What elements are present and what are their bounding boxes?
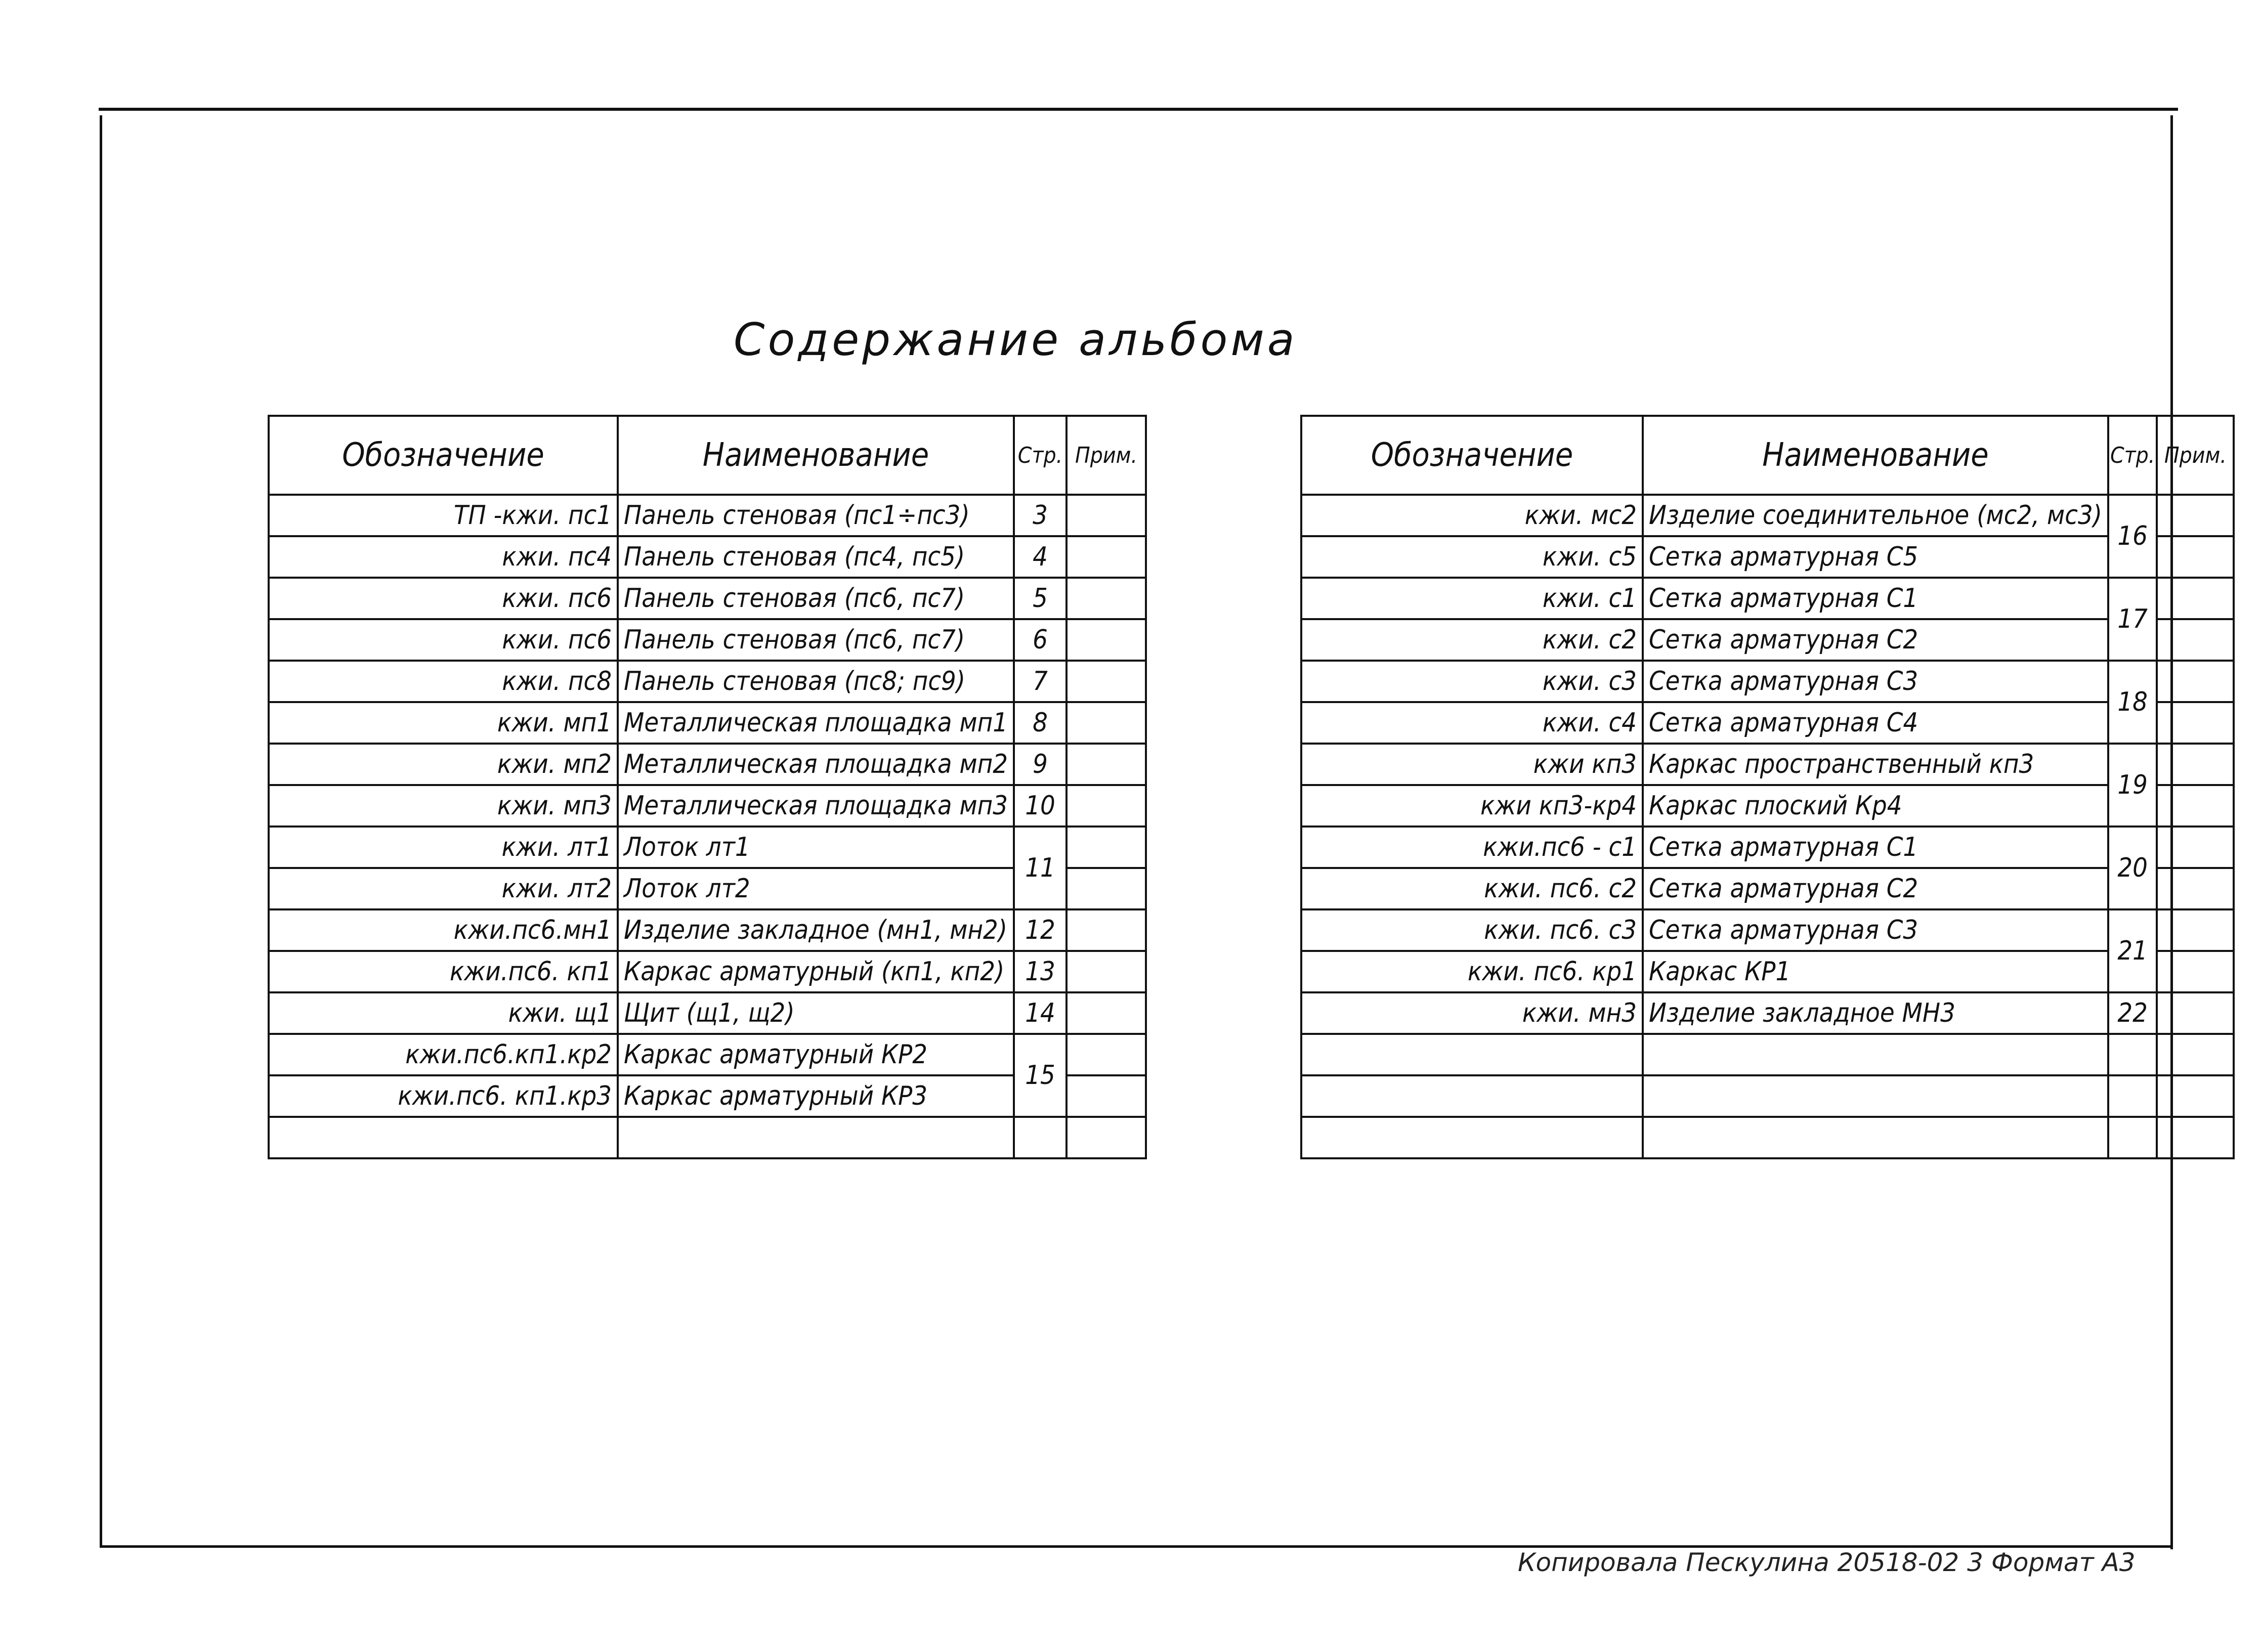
note-cell bbox=[1066, 951, 1146, 992]
table-row bbox=[1301, 909, 2234, 951]
name-cell: Изделие соединительное (мс2, мс3) bbox=[1643, 495, 2108, 536]
table-row bbox=[1301, 827, 2234, 868]
note-cell bbox=[2157, 1034, 2234, 1075]
page-cell: 22 bbox=[2108, 992, 2157, 1034]
designation-cell: кжи. мн3 bbox=[1301, 992, 1643, 1034]
note-cell bbox=[2157, 909, 2234, 951]
name-cell: Каркас арматурный КР2 bbox=[618, 1034, 1014, 1075]
designation-cell: кжи. лт2 bbox=[269, 868, 618, 909]
name-cell: Каркас арматурный (кп1, кп2) bbox=[618, 951, 1014, 992]
table-row bbox=[1301, 578, 2234, 619]
name-cell: Щит (щ1, щ2) bbox=[618, 992, 1014, 1034]
table-row bbox=[269, 785, 1146, 827]
designation-cell: кжи. с2 bbox=[1301, 619, 1643, 661]
right-rows bbox=[1301, 495, 2234, 1158]
designation-cell: кжи. пс4 bbox=[269, 536, 618, 578]
page-cell: 15 bbox=[1014, 1034, 1066, 1117]
page-cell: 17 bbox=[2108, 578, 2157, 661]
designation-cell bbox=[1301, 1075, 1643, 1117]
note-cell bbox=[1066, 1034, 1146, 1075]
name-cell: Изделие закладное (мн1, мн2) bbox=[618, 909, 1014, 951]
note-cell bbox=[1066, 785, 1146, 827]
page-cell bbox=[1014, 1117, 1066, 1158]
page-cell: 21 bbox=[2108, 909, 2157, 992]
designation-cell bbox=[1301, 1034, 1643, 1075]
name-cell bbox=[1643, 1034, 2108, 1075]
designation-cell: кжи. с5 bbox=[1301, 536, 1643, 578]
page-cell: 5 bbox=[1014, 578, 1066, 619]
album-title: Содержание альбома bbox=[734, 314, 1298, 366]
designation-cell bbox=[1301, 1117, 1643, 1158]
table-row bbox=[1301, 1075, 2234, 1117]
name-cell: Каркас КР1 bbox=[1643, 951, 2108, 992]
page-cell: 13 bbox=[1014, 951, 1066, 992]
page-cell: 18 bbox=[2108, 661, 2157, 744]
note-cell bbox=[2157, 868, 2234, 909]
table-row bbox=[1301, 702, 2234, 744]
note-cell bbox=[2157, 992, 2234, 1034]
designation-cell: кжи. с4 bbox=[1301, 702, 1643, 744]
note-cell bbox=[1066, 619, 1146, 661]
page-cell: 10 bbox=[1014, 785, 1066, 827]
designation-cell: кжи.пс6. кп1.кр3 bbox=[269, 1075, 618, 1117]
note-cell bbox=[1066, 868, 1146, 909]
name-cell bbox=[618, 1117, 1014, 1158]
left-header-row bbox=[269, 416, 1146, 495]
page-cell bbox=[2108, 1117, 2157, 1158]
table-row bbox=[269, 495, 1146, 536]
designation-cell: кжи кп3-кр4 bbox=[1301, 785, 1643, 827]
note-cell bbox=[2157, 1117, 2234, 1158]
header-page: Стр. bbox=[1014, 416, 1066, 495]
designation-cell: кжи. пс6 bbox=[269, 619, 618, 661]
page-cell: 12 bbox=[1014, 909, 1066, 951]
designation-cell: кжи кп3 bbox=[1301, 744, 1643, 785]
note-cell bbox=[2157, 951, 2234, 992]
note-cell bbox=[1066, 661, 1146, 702]
table-row bbox=[1301, 951, 2234, 992]
note-cell bbox=[2157, 827, 2234, 868]
table-row bbox=[269, 992, 1146, 1034]
designation-cell bbox=[269, 1117, 618, 1158]
note-cell bbox=[1066, 1075, 1146, 1117]
name-cell: Лоток лт2 bbox=[618, 868, 1014, 909]
table-row bbox=[1301, 744, 2234, 785]
name-cell: Сетка арматурная С2 bbox=[1643, 868, 2108, 909]
table-row bbox=[1301, 661, 2234, 702]
note-cell bbox=[2157, 495, 2234, 536]
page-cell: 14 bbox=[1014, 992, 1066, 1034]
designation-cell: ТП -кжи. пс1 bbox=[269, 495, 618, 536]
page-cell: 4 bbox=[1014, 536, 1066, 578]
page-cell: 9 bbox=[1014, 744, 1066, 785]
designation-cell: кжи.пс6.кп1.кр2 bbox=[269, 1034, 618, 1075]
note-cell bbox=[2157, 578, 2234, 619]
designation-cell: кжи. пс8 bbox=[269, 661, 618, 702]
note-cell bbox=[1066, 827, 1146, 868]
name-cell: Сетка арматурная С5 bbox=[1643, 536, 2108, 578]
name-cell: Металлическая площадка мп1 bbox=[618, 702, 1014, 744]
note-cell bbox=[1066, 992, 1146, 1034]
designation-cell: кжи.пс6.мн1 bbox=[269, 909, 618, 951]
table-row bbox=[269, 702, 1146, 744]
page-cell: 11 bbox=[1014, 827, 1066, 909]
page-cell bbox=[2108, 1034, 2157, 1075]
table-row bbox=[1301, 1117, 2234, 1158]
name-cell: Сетка арматурная С2 bbox=[1643, 619, 2108, 661]
table-row bbox=[1301, 785, 2234, 827]
designation-cell: кжи. пс6. с3 bbox=[1301, 909, 1643, 951]
page-cell: 8 bbox=[1014, 702, 1066, 744]
note-cell bbox=[1066, 909, 1146, 951]
designation-cell: кжи. пс6. кр1 bbox=[1301, 951, 1643, 992]
note-cell bbox=[1066, 702, 1146, 744]
note-cell bbox=[2157, 619, 2234, 661]
left-rows bbox=[269, 495, 1146, 1158]
page-cell: 7 bbox=[1014, 661, 1066, 702]
note-cell bbox=[2157, 702, 2234, 744]
table-row bbox=[1301, 619, 2234, 661]
name-cell: Металлическая площадка мп2 bbox=[618, 744, 1014, 785]
table-row bbox=[269, 661, 1146, 702]
name-cell: Панель стеновая (пс1÷пс3) bbox=[618, 495, 1014, 536]
copy-stamp: Копировала Пескулина 20518-02 3 Формат А3 bbox=[1518, 1548, 2136, 1577]
designation-cell: кжи. лт1 bbox=[269, 827, 618, 868]
designation-cell: кжи. мп3 bbox=[269, 785, 618, 827]
name-cell: Панель стеновая (пс8; пс9) bbox=[618, 661, 1014, 702]
note-cell bbox=[1066, 495, 1146, 536]
name-cell: Лоток лт1 bbox=[618, 827, 1014, 868]
note-cell bbox=[1066, 744, 1146, 785]
table-row bbox=[269, 619, 1146, 661]
name-cell: Сетка арматурная С4 bbox=[1643, 702, 2108, 744]
note-cell bbox=[2157, 785, 2234, 827]
table-row bbox=[269, 951, 1146, 992]
table-row bbox=[1301, 868, 2234, 909]
right-header-row bbox=[1301, 416, 2234, 495]
page-cell: 19 bbox=[2108, 744, 2157, 827]
designation-cell: кжи. мс2 bbox=[1301, 495, 1643, 536]
name-cell: Сетка арматурная С1 bbox=[1643, 578, 2108, 619]
designation-cell: кжи. с3 bbox=[1301, 661, 1643, 702]
right-contents-table bbox=[1300, 415, 2235, 1159]
note-cell bbox=[2157, 536, 2234, 578]
table-row bbox=[269, 1117, 1146, 1158]
table-row bbox=[269, 536, 1146, 578]
header-name: Наименование bbox=[618, 416, 1014, 495]
name-cell: Каркас плоский Кр4 bbox=[1643, 785, 2108, 827]
header-note: Прим. bbox=[1066, 416, 1146, 495]
note-cell bbox=[1066, 536, 1146, 578]
designation-cell: кжи. с1 bbox=[1301, 578, 1643, 619]
designation-cell: кжи.пс6. кп1 bbox=[269, 951, 618, 992]
header-name: Наименование bbox=[1643, 416, 2108, 495]
header-page: Стр. bbox=[2108, 416, 2157, 495]
table-row bbox=[1301, 992, 2234, 1034]
name-cell: Сетка арматурная С3 bbox=[1643, 909, 2108, 951]
note-cell bbox=[1066, 578, 1146, 619]
page-cell: 6 bbox=[1014, 619, 1066, 661]
note-cell bbox=[2157, 744, 2234, 785]
drawing-frame-top bbox=[99, 108, 2178, 111]
table-row bbox=[1301, 1034, 2234, 1075]
left-contents-table bbox=[268, 415, 1147, 1159]
designation-cell: кжи.пс6 - с1 bbox=[1301, 827, 1643, 868]
table-row bbox=[269, 744, 1146, 785]
name-cell bbox=[1643, 1117, 2108, 1158]
designation-cell: кжи. пс6. с2 bbox=[1301, 868, 1643, 909]
name-cell bbox=[1643, 1075, 2108, 1117]
note-cell bbox=[1066, 1117, 1146, 1158]
designation-cell: кжи. щ1 bbox=[269, 992, 618, 1034]
name-cell: Каркас арматурный КР3 bbox=[618, 1075, 1014, 1117]
name-cell: Сетка арматурная С1 bbox=[1643, 827, 2108, 868]
designation-cell: кжи. мп2 bbox=[269, 744, 618, 785]
name-cell: Изделие закладное МН3 bbox=[1643, 992, 2108, 1034]
name-cell: Панель стеновая (пс6, пс7) bbox=[618, 619, 1014, 661]
designation-cell: кжи. мп1 bbox=[269, 702, 618, 744]
page-cell: 3 bbox=[1014, 495, 1066, 536]
designation-cell: кжи. пс6 bbox=[269, 578, 618, 619]
name-cell: Металлическая площадка мп3 bbox=[618, 785, 1014, 827]
table-row bbox=[269, 909, 1146, 951]
table-row bbox=[1301, 536, 2234, 578]
header-designation: Обозначение bbox=[1301, 416, 1643, 495]
table-row bbox=[269, 827, 1146, 868]
name-cell: Сетка арматурная С3 bbox=[1643, 661, 2108, 702]
page-cell: 16 bbox=[2108, 495, 2157, 578]
header-note: Прим. bbox=[2157, 416, 2234, 495]
page-cell bbox=[2108, 1075, 2157, 1117]
page-cell: 20 bbox=[2108, 827, 2157, 909]
table-row bbox=[1301, 495, 2234, 536]
drawing-frame-left bbox=[100, 115, 102, 1547]
table-row bbox=[269, 578, 1146, 619]
note-cell bbox=[2157, 661, 2234, 702]
note-cell bbox=[2157, 1075, 2234, 1117]
name-cell: Панель стеновая (пс4, пс5) bbox=[618, 536, 1014, 578]
header-designation: Обозначение bbox=[269, 416, 618, 495]
name-cell: Панель стеновая (пс6, пс7) bbox=[618, 578, 1014, 619]
name-cell: Каркас пространственный кп3 bbox=[1643, 744, 2108, 785]
table-row bbox=[269, 1034, 1146, 1075]
